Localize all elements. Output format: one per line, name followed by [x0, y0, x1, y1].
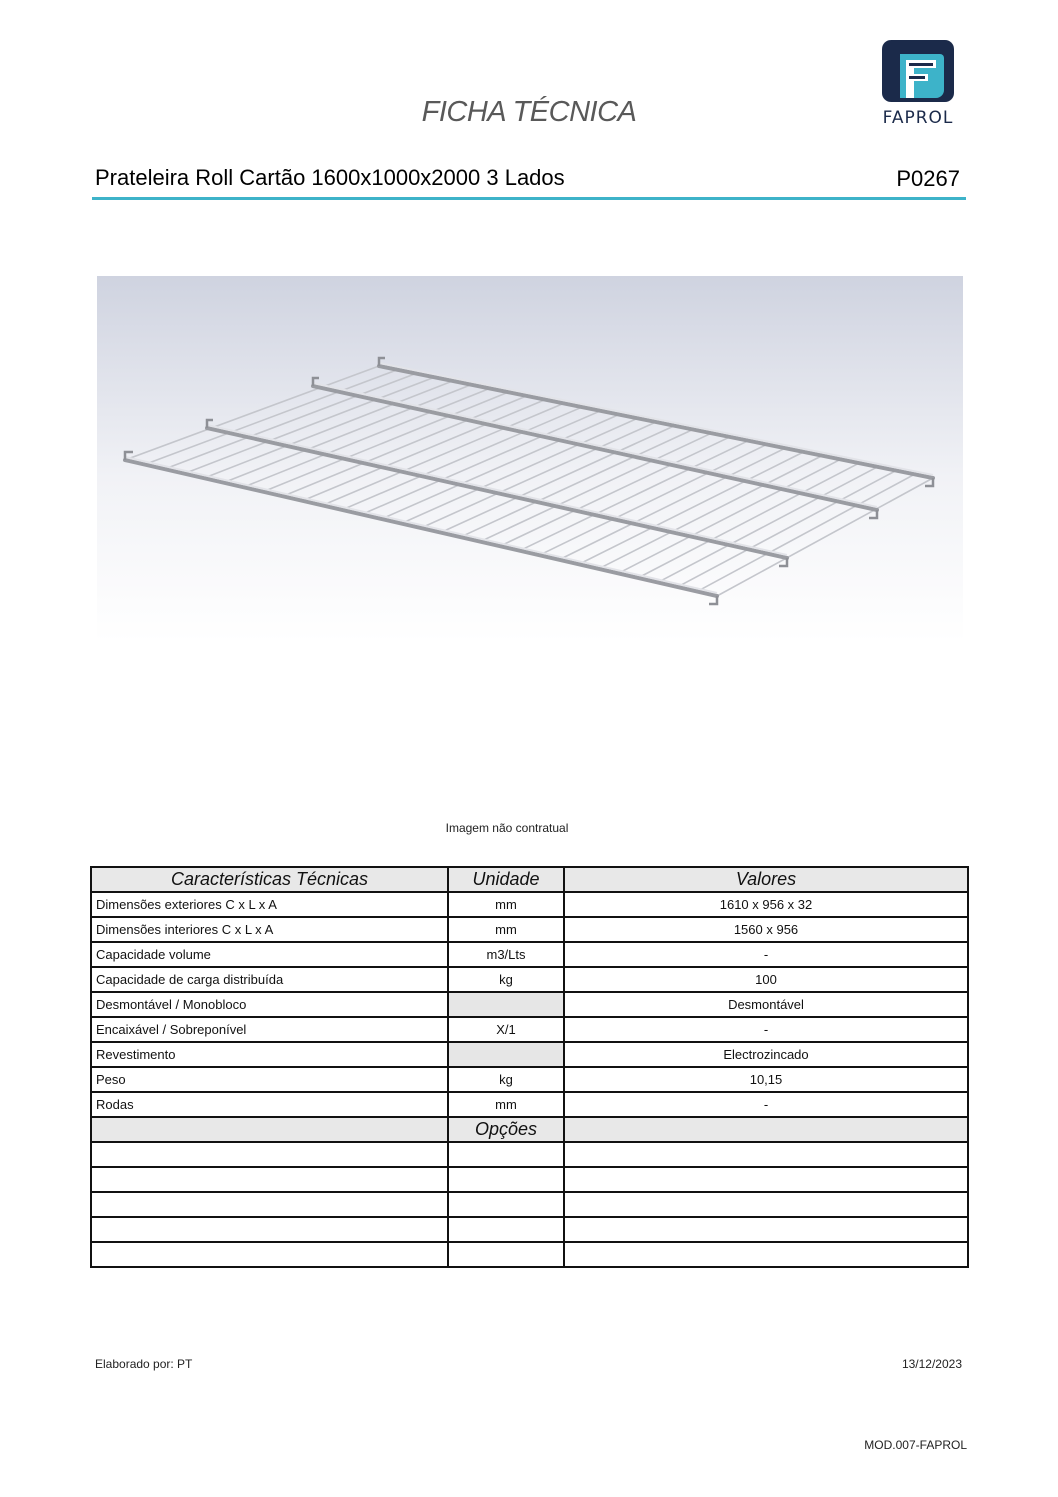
table-header-row [91, 867, 968, 892]
spec-label: Peso [91, 1067, 448, 1092]
options-blank-cell [564, 1117, 968, 1142]
spec-value: Electrozincado [564, 1042, 968, 1067]
spec-value: 10,15 [564, 1067, 968, 1092]
option-cell [448, 1217, 564, 1242]
spec-value: Desmontável [564, 992, 968, 1017]
option-cell [448, 1192, 564, 1217]
option-row [91, 1167, 968, 1192]
table-row [91, 892, 968, 917]
spec-unit [448, 1042, 564, 1067]
product-code: P0267 [896, 166, 960, 191]
faprol-logo-mark [880, 38, 956, 104]
option-row [91, 1142, 968, 1167]
spec-unit [448, 992, 564, 1017]
spec-label: Capacidade volume [91, 942, 448, 967]
option-cell [448, 1142, 564, 1167]
table-row [91, 917, 968, 942]
options-blank-cell [91, 1117, 448, 1142]
options-header-row [91, 1117, 968, 1142]
option-cell [91, 1242, 448, 1267]
table-row [91, 1067, 968, 1092]
option-cell [564, 1167, 968, 1192]
spec-label: Revestimento [91, 1042, 448, 1067]
spec-label: Dimensões interiores C x L x A [91, 917, 448, 942]
table-row [91, 942, 968, 967]
option-row [91, 1217, 968, 1242]
spec-unit: mm [448, 892, 564, 917]
image-caption: Imagem não contratual [445, 821, 569, 835]
table-row [91, 992, 968, 1017]
option-row [91, 1242, 968, 1267]
option-cell [91, 1167, 448, 1192]
spec-value: 1610 x 956 x 32 [564, 892, 968, 917]
header-unit: Unidade [448, 867, 564, 892]
spec-unit: m3/Lts [448, 942, 564, 967]
product-name: Prateleira Roll Cartão 1600x1000x2000 3 Lados [95, 165, 565, 190]
spec-unit: kg [448, 967, 564, 992]
spec-unit: X/1 [448, 1017, 564, 1042]
spec-value: 100 [564, 967, 968, 992]
option-cell [564, 1217, 968, 1242]
header-values: Valores [564, 867, 968, 892]
spec-value: - [564, 1092, 968, 1117]
technical-specs-table [90, 866, 969, 1268]
spec-unit: mm [448, 917, 564, 942]
spec-value: 1560 x 956 [564, 917, 968, 942]
option-cell [564, 1142, 968, 1167]
spec-label: Desmontável / Monobloco [91, 992, 448, 1017]
option-cell [91, 1192, 448, 1217]
spec-label: Dimensões exteriores C x L x A [91, 892, 448, 917]
spec-value: - [564, 942, 968, 967]
prepared-by: Elaborado por: PT [95, 1357, 193, 1371]
table-row [91, 1092, 968, 1117]
option-row [91, 1192, 968, 1217]
option-cell [564, 1192, 968, 1217]
table-row [91, 1042, 968, 1067]
spec-unit: kg [448, 1067, 564, 1092]
logo-wordmark: FAPROL [882, 108, 954, 128]
option-cell [448, 1167, 564, 1192]
option-cell [448, 1242, 564, 1267]
header-characteristics: Características Técnicas [91, 867, 448, 892]
product-image [97, 276, 963, 642]
table-row [91, 967, 968, 992]
document-date: 13/12/2023 [901, 1357, 962, 1371]
options-label: Opções [448, 1117, 564, 1142]
form-code: MOD.007-FAPROL [864, 1438, 967, 1452]
spec-label: Capacidade de carga distribuída [91, 967, 448, 992]
spec-label: Encaixável / Sobreponível [91, 1017, 448, 1042]
spec-label: Rodas [91, 1092, 448, 1117]
option-cell [91, 1142, 448, 1167]
product-header [92, 163, 966, 200]
option-cell [91, 1217, 448, 1242]
page-title: FICHA TÉCNICA [421, 96, 637, 128]
spec-unit: mm [448, 1092, 564, 1117]
option-cell [564, 1242, 968, 1267]
spec-value: - [564, 1017, 968, 1042]
table-row [91, 1017, 968, 1042]
